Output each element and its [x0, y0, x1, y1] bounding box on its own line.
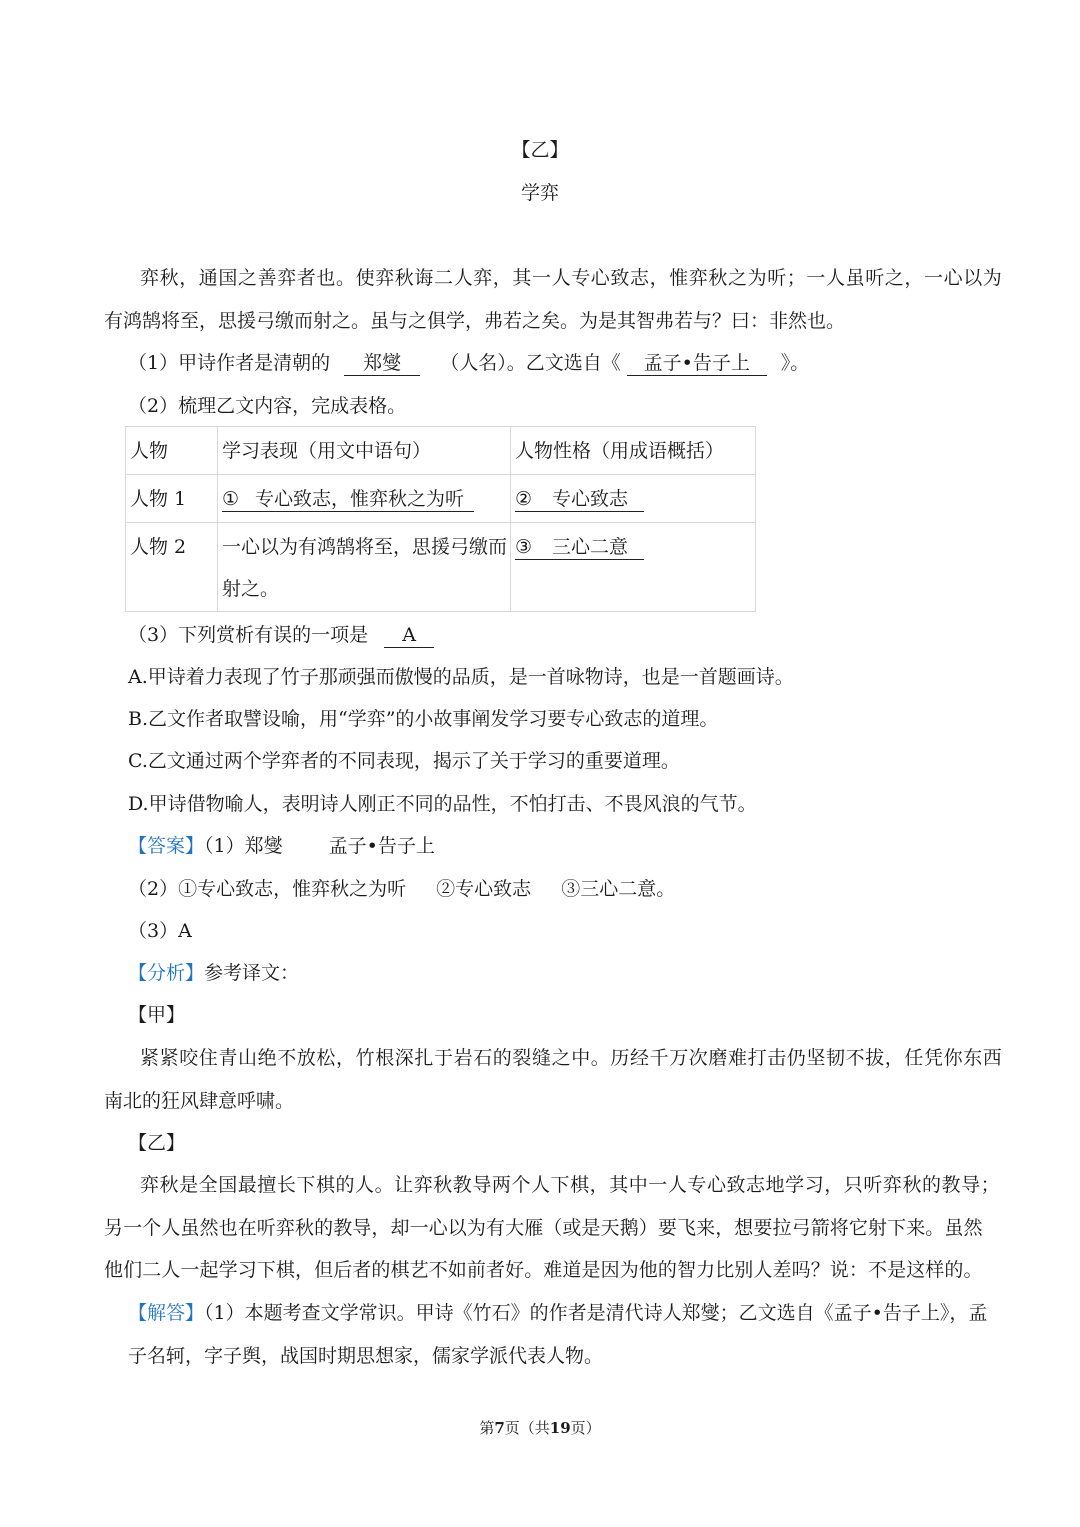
answer-label: 【答案】	[128, 835, 205, 857]
q1-answer-author: 郑燮	[344, 351, 420, 376]
analysis-yi-line-2: 另一个人虽然也在听弈秋的教导，却一心以为有大雁（或是天鹅）要飞来，想要拉弓箭将它射下来。虽然	[104, 1217, 983, 1239]
analysis-intro: 参考译文：	[204, 962, 300, 984]
analysis-jia-mark: 【甲】	[128, 1004, 186, 1026]
passage-title: 学弈	[520, 182, 559, 204]
row2-trait-answer: 三心二意	[552, 536, 629, 558]
answer-2a: （2）①专心致志，惟弈秋之为听	[128, 878, 407, 900]
analysis-jia-line-1: 紧紧咬住青山绝不放松，竹根深扎于岩石的裂缝之中。历经千万次磨难打击仍坚韧不拔，任凭你东西	[140, 1047, 1003, 1069]
analysis-heading	[128, 961, 299, 985]
answer-2c: ③三心二意。	[561, 878, 676, 900]
answer-line-3: （3）A	[128, 920, 192, 942]
analysis-table	[125, 426, 756, 612]
option-c: C.乙文通过两个学弈者的不同表现，揭示了关于学习的重要道理。	[128, 750, 680, 772]
row1-trait-answer: 专心致志	[552, 488, 629, 510]
row2-behavior	[222, 514, 510, 610]
solution-label: 【解答】	[128, 1302, 205, 1324]
footer-page-number: 7	[494, 1419, 505, 1437]
q1-answer-source: 孟子•告子上	[627, 351, 767, 376]
question-1	[128, 351, 809, 376]
q3-prompt: （3）下列赏析有误的一项是	[128, 624, 369, 646]
answer-1a: （1）郑燮	[204, 835, 283, 857]
footer-prefix: 第	[479, 1419, 495, 1437]
row2-person: 人物 2	[130, 536, 187, 558]
row2-trait-mark: ③	[515, 536, 533, 558]
row2-behavior-line-1: 一心以为有鸿鹄将至，思援弓缴而	[222, 536, 508, 558]
answer-line-1	[128, 834, 435, 858]
analysis-yi-line-1: 弈秋是全国最擅长下棋的人。让弈秋教导两个人下棋，其中一人专心致志地学习，只听弈秋的教导；	[140, 1174, 1001, 1196]
analysis-yi-mark: 【乙】	[128, 1132, 186, 1154]
passage-line-1: 弈秋，通国之善弈者也。使弈秋诲二人弈，其一人专心致志，惟弈秋之为听；一人虽听之，一心以为	[140, 267, 1003, 289]
row1-behavior-mark: ①	[222, 488, 240, 510]
table-header-row	[126, 427, 756, 475]
passage-line-2: 有鸿鹄将至，思援弓缴而射之。虽与之俱学，弗若之矣。为是其智弗若与？曰：非然也。	[104, 310, 846, 332]
answer-line-2	[128, 877, 675, 901]
q1-prefix: （1）甲诗作者是清朝的	[128, 352, 331, 374]
answer-1b: 孟子•告子上	[328, 835, 435, 857]
solution-line-1	[128, 1301, 987, 1325]
row1-trait-mark: ②	[515, 488, 533, 510]
table-header-trait: 人物性格（用成语概括）	[515, 440, 725, 462]
footer-suffix: 页）	[570, 1419, 601, 1437]
footer-mid: 页（共	[504, 1419, 550, 1437]
option-a: A.甲诗着力表现了竹子那顽强而傲慢的品质，是一首咏物诗，也是一首题画诗。	[128, 666, 794, 688]
analysis-yi-line-3: 他们二人一起学习下棋，但后者的棋艺不如前者好。难道是因为他的智力比别人差吗？说：不是这样的。	[104, 1259, 983, 1281]
row2-trait	[515, 523, 755, 560]
section-mark-yi: 【乙】	[511, 139, 569, 161]
solution-text-1: （1）本题考查文学常识。甲诗《竹石》的作者是清代诗人郑燮；乙文选自《孟子•告子上》，孟	[204, 1302, 988, 1324]
q3-answer: A	[384, 623, 434, 648]
option-b: B.乙文作者取譬设喻，用“学弈”的小故事阐发学习要专心致志的道理。	[128, 708, 719, 730]
row1-behavior	[222, 475, 510, 512]
row1-behavior-answer: 专心致志，惟弈秋之为听	[255, 488, 465, 510]
row1-person: 人物 1	[130, 488, 187, 510]
table-row	[126, 523, 756, 612]
question-2: （2）梳理乙文内容，完成表格。	[128, 395, 407, 417]
row2-behavior-line-2: 射之。	[222, 578, 280, 600]
q1-suffix: 》。	[780, 352, 810, 374]
analysis-label: 【分析】	[128, 962, 205, 984]
analysis-jia-line-2: 南北的狂风肆意呼啸。	[104, 1090, 295, 1112]
table-header-person: 人物	[130, 440, 169, 462]
table-header-behavior: 学习表现（用文中语句）	[222, 440, 432, 462]
option-d: D.甲诗借物喻人，表明诗人刚正不同的品性，不怕打击、不畏风浪的气节。	[128, 793, 757, 815]
q1-middle: （人名）。乙文选自《	[440, 352, 621, 374]
row1-trait	[515, 475, 755, 512]
footer-total-pages: 19	[549, 1419, 571, 1437]
solution-line-2: 子名轲，字子舆，战国时期思想家，儒家学派代表人物。	[128, 1345, 604, 1367]
question-3	[128, 623, 434, 648]
page-footer	[0, 1416, 1080, 1440]
answer-2b: ②专心致志	[436, 878, 532, 900]
